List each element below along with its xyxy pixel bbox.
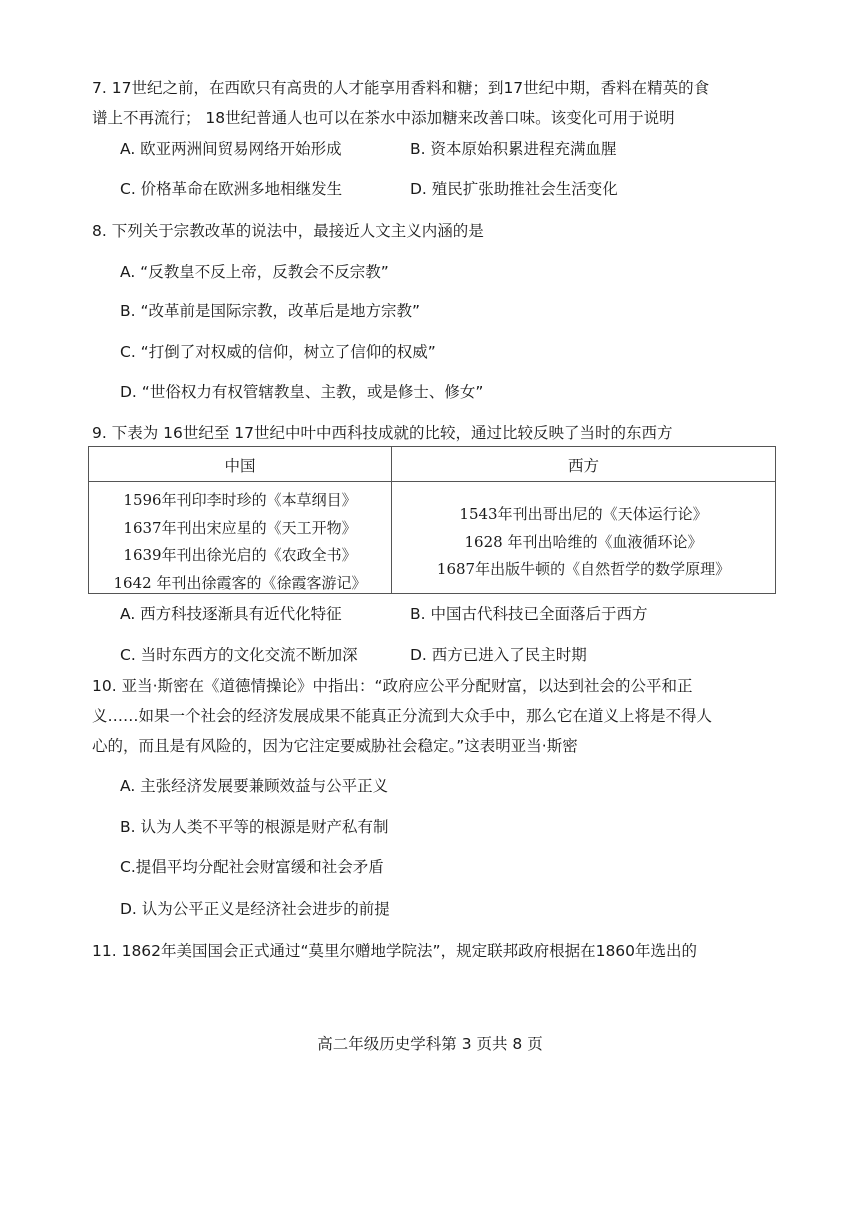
- q7-option-b: B. 资本原始积累进程充满血腥: [410, 140, 617, 158]
- table-header-china: 中国: [224, 457, 256, 475]
- q10-stem-line1: 10. 亚当·斯密在《道德情操论》中指出：“政府应公平分配财富，以达到社会的公平和正: [92, 677, 693, 695]
- q9-option-c: C. 当时东西方的文化交流不断加深: [120, 646, 358, 664]
- q7-option-c: C. 价格革命在欧洲多地相继发生: [120, 180, 343, 198]
- table-entry: 1687年出版牛顿的《自然哲学的数学原理》: [436, 560, 731, 578]
- q10-option-d: D. 认为公平正义是经济社会进步的前提: [120, 900, 390, 918]
- q10-option-a: A. 主张经济发展要兼顾效益与公平正义: [120, 777, 389, 795]
- table-entry: 1628 年刊出哈维的《血液循环论》: [464, 532, 703, 551]
- table-entry: 1642 年刊出徐霞客的《徐霞客游记》: [113, 573, 367, 592]
- q11-stem-line1: 11. 1862年美国国会正式通过“莫里尔赠地学院法”，规定联邦政府根据在1860年选出的: [92, 942, 698, 960]
- table-cell-china: [89, 487, 391, 597]
- table-header-west: 西方: [567, 457, 599, 475]
- q7-stem-line1: 7. 17世纪之前，在西欧只有高贵的人才能享用香料和糖；到17世纪中期，香料在精英的食: [92, 79, 710, 97]
- q10-stem-line2: 义……如果一个社会的经济发展成果不能真正分流到大众手中，那么它在道义上将是不得人: [92, 707, 713, 725]
- q7-stem-line2: 谱上不再流行； 18世纪普通人也可以在茶水中添加糖来改善口味。该变化可用于说明: [92, 109, 675, 127]
- comparison-table: [88, 446, 776, 594]
- q9-stem: 9. 下表为 16世纪至 17世纪中叶中西科技成就的比较，通过比较反映了当时的东西方: [92, 424, 673, 442]
- q7-option-a: A. 欧亚两洲间贸易网络开始形成: [120, 140, 342, 158]
- table-entry: 1639年刊出徐光启的《农政全书》: [123, 546, 357, 564]
- q8-option-d: D. “世俗权力有权管辖教皇、主教，或是修士、修女”: [120, 383, 484, 401]
- q10-option-c: C.提倡平均分配社会财富缓和社会矛盾: [120, 858, 384, 876]
- table-entry: 1596年刊印李时珍的《本草纲目》: [123, 491, 357, 509]
- q9-option-b: B. 中国古代科技已全面落后于西方: [410, 605, 648, 623]
- q8-option-c: C. “打倒了对权威的信仰，树立了信仰的权威”: [120, 343, 436, 361]
- table-entry: 1543年刊出哥出尼的《天体运行论》: [459, 505, 708, 523]
- q9-option-a: A. 西方科技逐渐具有近代化特征: [120, 605, 342, 623]
- q7-option-d: D. 殖民扩张助推社会生活变化: [410, 180, 618, 198]
- q8-stem: 8. 下列关于宗教改革的说法中，最接近人文主义内涵的是: [92, 222, 484, 240]
- q9-option-d: D. 西方已进入了民主时期: [410, 646, 587, 664]
- q8-option-b: B. “改革前是国际宗教，改革后是地方宗教”: [120, 302, 421, 320]
- q10-option-b: B. 认为人类不平等的根源是财产私有制: [120, 818, 389, 836]
- table-cell-west: [392, 501, 775, 584]
- page-footer: 高二年级历史学科第 3 页共 8 页: [317, 1035, 543, 1053]
- q8-option-a: A. “反教皇不反上帝，反教会不反宗教”: [120, 263, 389, 281]
- table-entry: 1637年刊出宋应星的《天工开物》: [123, 518, 357, 537]
- q10-stem-line3: 心的，而且是有风险的，因为它注定要威胁社会稳定。”这表明亚当·斯密: [92, 737, 578, 755]
